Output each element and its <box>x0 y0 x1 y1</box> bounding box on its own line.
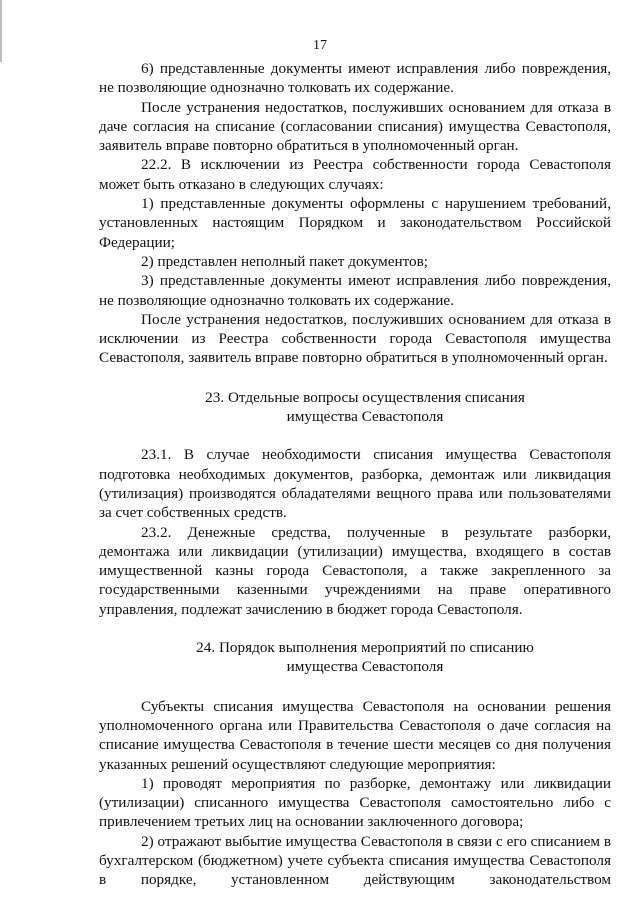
heading-line: имущества Севастополя <box>286 658 444 676</box>
paragraph: 1) представленные документы оформлены с нарушением требований, установленных настоящим Порядком и законодательством Российской Федерации; <box>99 195 611 251</box>
paragraph: 23.2. Денежные средства, полученные в результате разборки, демонтажа или ликвидации (утилизации) имущества, входящего в состав имущественной казны города Севастополя, а также закрепленного за государственными казенными учреждениями на праве оперативного управления, подлежат зачислению в бюджет города Севастополя. <box>99 523 611 618</box>
heading-line: имущества Севастополя <box>286 408 444 426</box>
page-body <box>99 59 611 890</box>
heading-line: 23. Отдельные вопросы осуществления списания <box>205 388 525 406</box>
page-number: 17 <box>313 38 327 53</box>
paragraph: После устранения недостатков, послуживших основанием для отказа в даче согласия на списание (согласовании списания) имущества Севастополя, заявитель вправе повторно обратиться в уполномоченный орган. <box>99 98 611 155</box>
paragraph: 2) отражают выбытие имущества Севастополя в связи с его списанием в бухгалтерском (бюджетном) учете субъекта списания имущества Севастополя в порядке, установленном действующим законодательством <box>99 832 611 889</box>
paragraph: 6) представленные документы имеют исправления либо повреждения, не позволяющие однозначно толковать их содержание. <box>99 60 611 97</box>
paragraph: 3) представленные документы имеют исправления либо повреждения, не позволяющие однозначно толковать их содержание. <box>99 272 611 309</box>
paragraph: 1) проводят мероприятия по разборке, демонтажу или ликвидации (утилизации) списанного имущества Севастополя самостоятельно либо с привлечением третьих лиц на основании заключенного договора; <box>99 774 611 831</box>
paragraph: 22.2. В исключении из Реестра собственности города Севастополя может быть отказано в следующих случаях: <box>99 156 611 193</box>
paragraph: После устранения недостатков, послуживших основанием для отказа в исключении из Реестра собственности города Севастополя имущества Севастополя, заявитель вправе повторно обратиться в уполномоченный орган. <box>99 310 611 367</box>
section-heading-23 <box>99 388 611 427</box>
paragraph: 23.1. В случае необходимости списания имущества Севастополя подготовка необходимых документов, разборка, демонтаж или ликвидация (утилизация) производятся обладателями вещного права или пользователями за счет собственных средств. <box>99 446 611 522</box>
heading-line: 24. Порядок выполнения мероприятий по списанию <box>196 639 534 657</box>
paragraph: 2) представлен неполный пакет документов; <box>141 252 429 270</box>
section-heading-24 <box>99 638 611 677</box>
paragraph: Субъекты списания имущества Севастополя на основании решения уполномоченного органа или Правительства Севастополя о даче согласия на списание имущества Севастополя в течение шести месяцев со дня получения указанных решений осуществляют следующие мероприятия: <box>99 697 611 773</box>
